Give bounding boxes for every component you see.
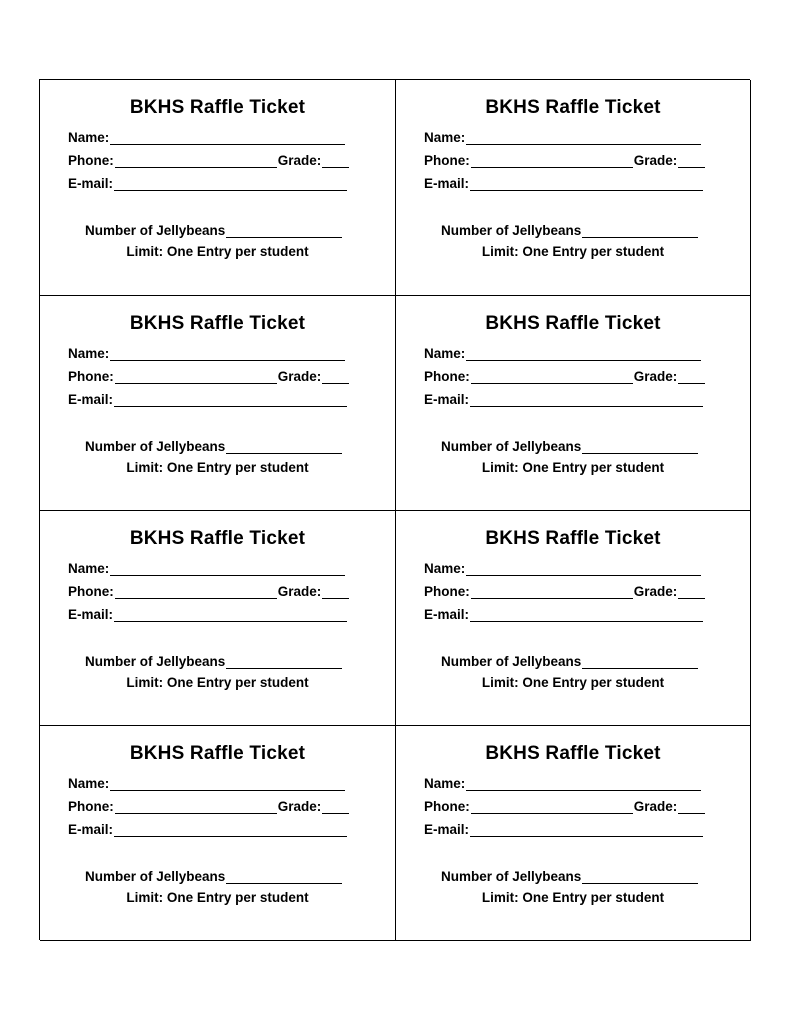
email-label: E-mail: — [424, 176, 470, 191]
phone-label: Phone: — [68, 584, 114, 599]
entry-limit-note: Limit: One Entry per student — [481, 675, 665, 690]
jellybeans-line — [441, 867, 698, 884]
phone-label: Phone: — [68, 153, 114, 168]
jellybeans-field[interactable] — [582, 439, 698, 454]
email-label: E-mail: — [68, 176, 114, 191]
entry-limit-note: Limit: One Entry per student — [481, 890, 665, 905]
email-line — [424, 174, 703, 191]
phone-label: Phone: — [424, 153, 470, 168]
email-field[interactable] — [114, 392, 347, 407]
phone-grade-line — [424, 367, 705, 384]
email-label: E-mail: — [68, 607, 114, 622]
jellybeans-field[interactable] — [582, 223, 698, 238]
name-field[interactable] — [466, 130, 701, 145]
grade-field[interactable] — [678, 584, 705, 599]
jellybeans-field[interactable] — [226, 869, 342, 884]
raffle-ticket — [40, 296, 396, 511]
email-label: E-mail: — [424, 392, 470, 407]
phone-field[interactable] — [471, 799, 633, 814]
name-field[interactable] — [110, 776, 345, 791]
entry-limit-note: Limit: One Entry per student — [126, 244, 309, 259]
phone-field[interactable] — [471, 369, 633, 384]
ticket-title: BKHS Raffle Ticket — [129, 97, 306, 118]
name-line — [424, 128, 701, 145]
raffle-ticket — [40, 511, 396, 726]
phone-field[interactable] — [115, 369, 277, 384]
grade-field[interactable] — [322, 584, 349, 599]
email-field[interactable] — [114, 822, 347, 837]
name-field[interactable] — [110, 130, 345, 145]
jellybeans-line — [441, 652, 698, 669]
name-field[interactable] — [466, 561, 701, 576]
jellybeans-line — [85, 867, 342, 884]
name-label: Name: — [424, 346, 466, 361]
name-field[interactable] — [466, 346, 701, 361]
name-line — [424, 559, 701, 576]
name-line — [424, 774, 701, 791]
grade-field[interactable] — [678, 799, 705, 814]
name-label: Name: — [68, 776, 110, 791]
name-label: Name: — [424, 561, 466, 576]
name-label: Name: — [424, 130, 466, 145]
ticket-title: BKHS Raffle Ticket — [485, 313, 661, 334]
raffle-ticket — [396, 726, 751, 941]
name-field[interactable] — [110, 346, 345, 361]
grade-field[interactable] — [322, 369, 349, 384]
grade-field[interactable] — [322, 799, 349, 814]
grade-label: Grade: — [277, 799, 322, 814]
email-line — [68, 605, 347, 622]
name-line — [68, 559, 345, 576]
email-line — [424, 605, 703, 622]
name-label: Name: — [68, 130, 110, 145]
name-line — [424, 344, 701, 361]
jellybeans-line — [85, 652, 342, 669]
name-label: Name: — [68, 561, 110, 576]
jellybeans-line — [441, 221, 698, 238]
ticket-title: BKHS Raffle Ticket — [129, 313, 306, 334]
grade-field[interactable] — [322, 153, 349, 168]
email-field[interactable] — [470, 822, 703, 837]
email-field[interactable] — [470, 607, 703, 622]
jellybeans-label: Number of Jellybeans — [85, 223, 226, 238]
phone-grade-line — [68, 151, 349, 168]
name-field[interactable] — [110, 561, 345, 576]
grade-field[interactable] — [678, 369, 705, 384]
jellybeans-field[interactable] — [226, 654, 342, 669]
name-line — [68, 344, 345, 361]
phone-field[interactable] — [471, 584, 633, 599]
grade-label: Grade: — [277, 584, 322, 599]
phone-field[interactable] — [471, 153, 633, 168]
raffle-ticket — [396, 80, 751, 296]
grade-label: Grade: — [277, 369, 322, 384]
jellybeans-field[interactable] — [226, 439, 342, 454]
grade-label: Grade: — [633, 799, 678, 814]
phone-field[interactable] — [115, 153, 277, 168]
raffle-ticket-sheet — [39, 79, 750, 940]
jellybeans-line — [85, 221, 342, 238]
jellybeans-label: Number of Jellybeans — [441, 439, 582, 454]
phone-field[interactable] — [115, 799, 277, 814]
grade-label: Grade: — [277, 153, 322, 168]
ticket-title: BKHS Raffle Ticket — [129, 743, 306, 764]
phone-grade-line — [424, 582, 705, 599]
name-line — [68, 774, 345, 791]
email-line — [424, 820, 703, 837]
entry-limit-note: Limit: One Entry per student — [481, 460, 665, 475]
ticket-title: BKHS Raffle Ticket — [129, 528, 306, 549]
raffle-ticket — [40, 80, 396, 296]
phone-grade-line — [424, 797, 705, 814]
phone-grade-line — [68, 582, 349, 599]
grade-label: Grade: — [633, 584, 678, 599]
jellybeans-label: Number of Jellybeans — [441, 654, 582, 669]
phone-label: Phone: — [68, 369, 114, 384]
grade-field[interactable] — [678, 153, 705, 168]
email-field[interactable] — [114, 176, 347, 191]
entry-limit-note: Limit: One Entry per student — [126, 675, 309, 690]
phone-label: Phone: — [424, 584, 470, 599]
email-line — [68, 174, 347, 191]
entry-limit-note: Limit: One Entry per student — [126, 890, 309, 905]
email-field[interactable] — [470, 176, 703, 191]
phone-field[interactable] — [115, 584, 277, 599]
phone-grade-line — [424, 151, 705, 168]
email-label: E-mail: — [424, 822, 470, 837]
entry-limit-note: Limit: One Entry per student — [126, 460, 309, 475]
phone-grade-line — [68, 797, 349, 814]
jellybeans-label: Number of Jellybeans — [441, 223, 582, 238]
ticket-title: BKHS Raffle Ticket — [485, 97, 661, 118]
jellybeans-label: Number of Jellybeans — [85, 869, 226, 884]
email-line — [68, 390, 347, 407]
raffle-ticket — [396, 511, 751, 726]
email-label: E-mail: — [68, 822, 114, 837]
jellybeans-field[interactable] — [582, 654, 698, 669]
grade-label: Grade: — [633, 369, 678, 384]
ticket-title: BKHS Raffle Ticket — [485, 528, 661, 549]
name-label: Name: — [424, 776, 466, 791]
phone-label: Phone: — [424, 799, 470, 814]
jellybeans-line — [85, 437, 342, 454]
email-line — [424, 390, 703, 407]
ticket-title: BKHS Raffle Ticket — [485, 743, 661, 764]
name-field[interactable] — [466, 776, 701, 791]
jellybeans-field[interactable] — [582, 869, 698, 884]
raffle-ticket — [40, 726, 396, 941]
email-line — [68, 820, 347, 837]
email-field[interactable] — [470, 392, 703, 407]
phone-label: Phone: — [424, 369, 470, 384]
jellybeans-label: Number of Jellybeans — [85, 654, 226, 669]
raffle-ticket — [396, 296, 751, 511]
entry-limit-note: Limit: One Entry per student — [481, 244, 665, 259]
email-label: E-mail: — [424, 607, 470, 622]
email-field[interactable] — [114, 607, 347, 622]
phone-grade-line — [68, 367, 349, 384]
jellybeans-line — [441, 437, 698, 454]
email-label: E-mail: — [68, 392, 114, 407]
jellybeans-field[interactable] — [226, 223, 342, 238]
phone-label: Phone: — [68, 799, 114, 814]
name-line — [68, 128, 345, 145]
jellybeans-label: Number of Jellybeans — [85, 439, 226, 454]
grade-label: Grade: — [633, 153, 678, 168]
jellybeans-label: Number of Jellybeans — [441, 869, 582, 884]
name-label: Name: — [68, 346, 110, 361]
